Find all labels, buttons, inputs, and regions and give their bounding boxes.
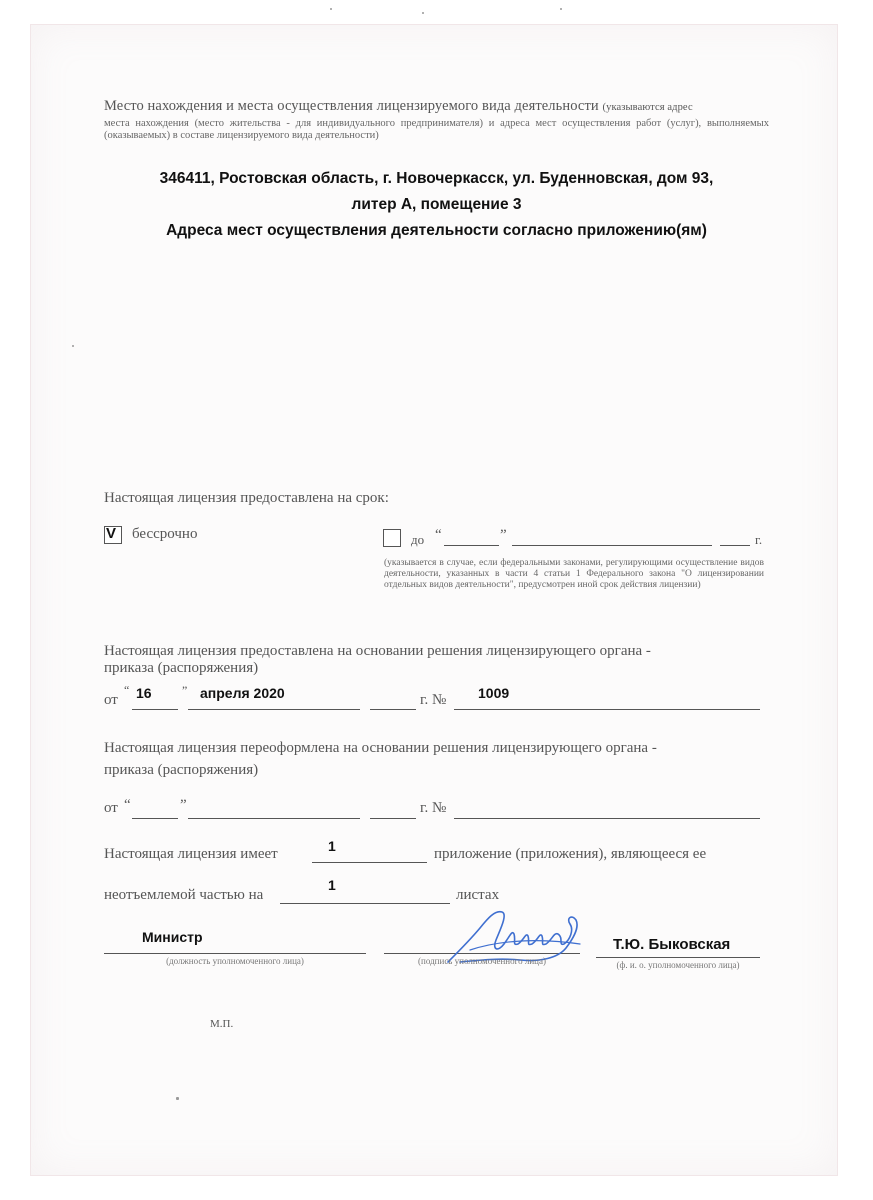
reissued-from: от bbox=[104, 800, 118, 816]
granted-day-line bbox=[132, 709, 178, 710]
reissued-text-1: Настоящая лицензия переоформлена на основании решения лицензирующего органа - bbox=[104, 740, 657, 756]
signer-name: Т.Ю. Быковская bbox=[613, 936, 731, 953]
reissued-number-line bbox=[454, 818, 760, 819]
location-header-note: места нахождения (место жительства - для индивидуального предпринимателя) и адреса мест осуществления работ (услуг), выполняемых (оказываемых) в составе лицензируемого вида деятельности) bbox=[104, 118, 769, 141]
granted-day: 16 bbox=[136, 685, 152, 701]
appendix-sheets-line bbox=[280, 903, 450, 904]
granted-text-2: приказа (распоряжения) bbox=[104, 660, 259, 676]
position-line bbox=[104, 953, 366, 954]
scan-speck bbox=[72, 345, 74, 347]
name-line bbox=[596, 957, 760, 958]
until-month-line bbox=[512, 545, 712, 546]
name-caption: (ф. и. о. уполномоченного лица) bbox=[616, 960, 740, 970]
appendix-text2-before: неотъемлемой частью на bbox=[104, 887, 264, 903]
scan-speck bbox=[330, 8, 332, 10]
signature-caption: (подпись уполномоченного лица) bbox=[418, 956, 546, 966]
granted-number-label: г. № bbox=[420, 692, 447, 708]
until-prefix: до bbox=[411, 532, 425, 547]
term-label: Настоящая лицензия предоставлена на срок: bbox=[104, 490, 389, 506]
appendix-text-after: приложение (приложения), являющееся ее bbox=[434, 846, 707, 862]
granted-quote-close: ” bbox=[182, 683, 188, 697]
location-header bbox=[104, 98, 769, 115]
until-checkbox[interactable] bbox=[383, 529, 401, 547]
address-line-1: 346411, Ростовская область, г. Новочеркасск, ул. Буденновская, дом 93, bbox=[159, 170, 714, 187]
unlimited-label: бессрочно bbox=[132, 526, 198, 542]
reissued-quote-open: “ bbox=[124, 797, 131, 813]
position-caption: (должность уполномоченного лица) bbox=[166, 956, 304, 966]
appendix-text-before: Настоящая лицензия имеет bbox=[104, 846, 278, 862]
reissued-day-line bbox=[132, 818, 178, 819]
granted-year-line bbox=[370, 709, 416, 710]
appendix-text2-after: листах bbox=[456, 887, 500, 903]
unlimited-check-mark: V bbox=[106, 525, 117, 542]
granted-month-line bbox=[188, 709, 360, 710]
until-quote-open: “ bbox=[435, 527, 442, 543]
granted-number: 1009 bbox=[478, 685, 510, 701]
granted-from: от bbox=[104, 692, 118, 708]
until-year-suffix: г. bbox=[755, 532, 763, 547]
address-line-3: Адреса мест осуществления деятельности согласно приложению(ям) bbox=[166, 222, 707, 239]
until-day-line bbox=[444, 545, 499, 546]
appendix-sheets: 1 bbox=[328, 877, 336, 893]
reissued-text-2: приказа (распоряжения) bbox=[104, 762, 259, 778]
signer-position: Министр bbox=[142, 929, 203, 945]
scan-speck bbox=[560, 8, 562, 10]
granted-month: апреля 2020 bbox=[200, 685, 285, 701]
reissued-year-line bbox=[370, 818, 416, 819]
appendix-count: 1 bbox=[328, 838, 336, 854]
scan-speck bbox=[422, 12, 424, 14]
address-line-2: литер А, помещение 3 bbox=[351, 196, 522, 213]
granted-text-1: Настоящая лицензия предоставлена на основании решения лицензирующего органа - bbox=[104, 643, 651, 659]
reissued-quote-close: ” bbox=[180, 797, 187, 813]
reissued-month-line bbox=[188, 818, 360, 819]
stamp-place-label: М.П. bbox=[210, 1018, 234, 1030]
granted-quote-open: “ bbox=[124, 683, 130, 697]
reissued-number-label: г. № bbox=[420, 800, 447, 816]
until-quote-close: ” bbox=[500, 527, 507, 543]
scan-speck bbox=[176, 1097, 179, 1100]
until-year-line bbox=[720, 545, 750, 546]
appendix-count-line bbox=[312, 862, 427, 863]
location-header-title: Место нахождения и места осуществления лицензируемого вида деятельности bbox=[104, 98, 599, 114]
granted-number-line bbox=[454, 709, 760, 710]
term-note: (указывается в случае, если федеральными законами, регулирующими осуществление видов деятельности, указанных в части 4 статьи 1 Федерального закона "О лицензировании отдельных видов деятельности", предусмотрен иной срок действия лицензии) bbox=[384, 558, 764, 590]
location-header-note-start: (указываются адрес bbox=[602, 102, 693, 113]
